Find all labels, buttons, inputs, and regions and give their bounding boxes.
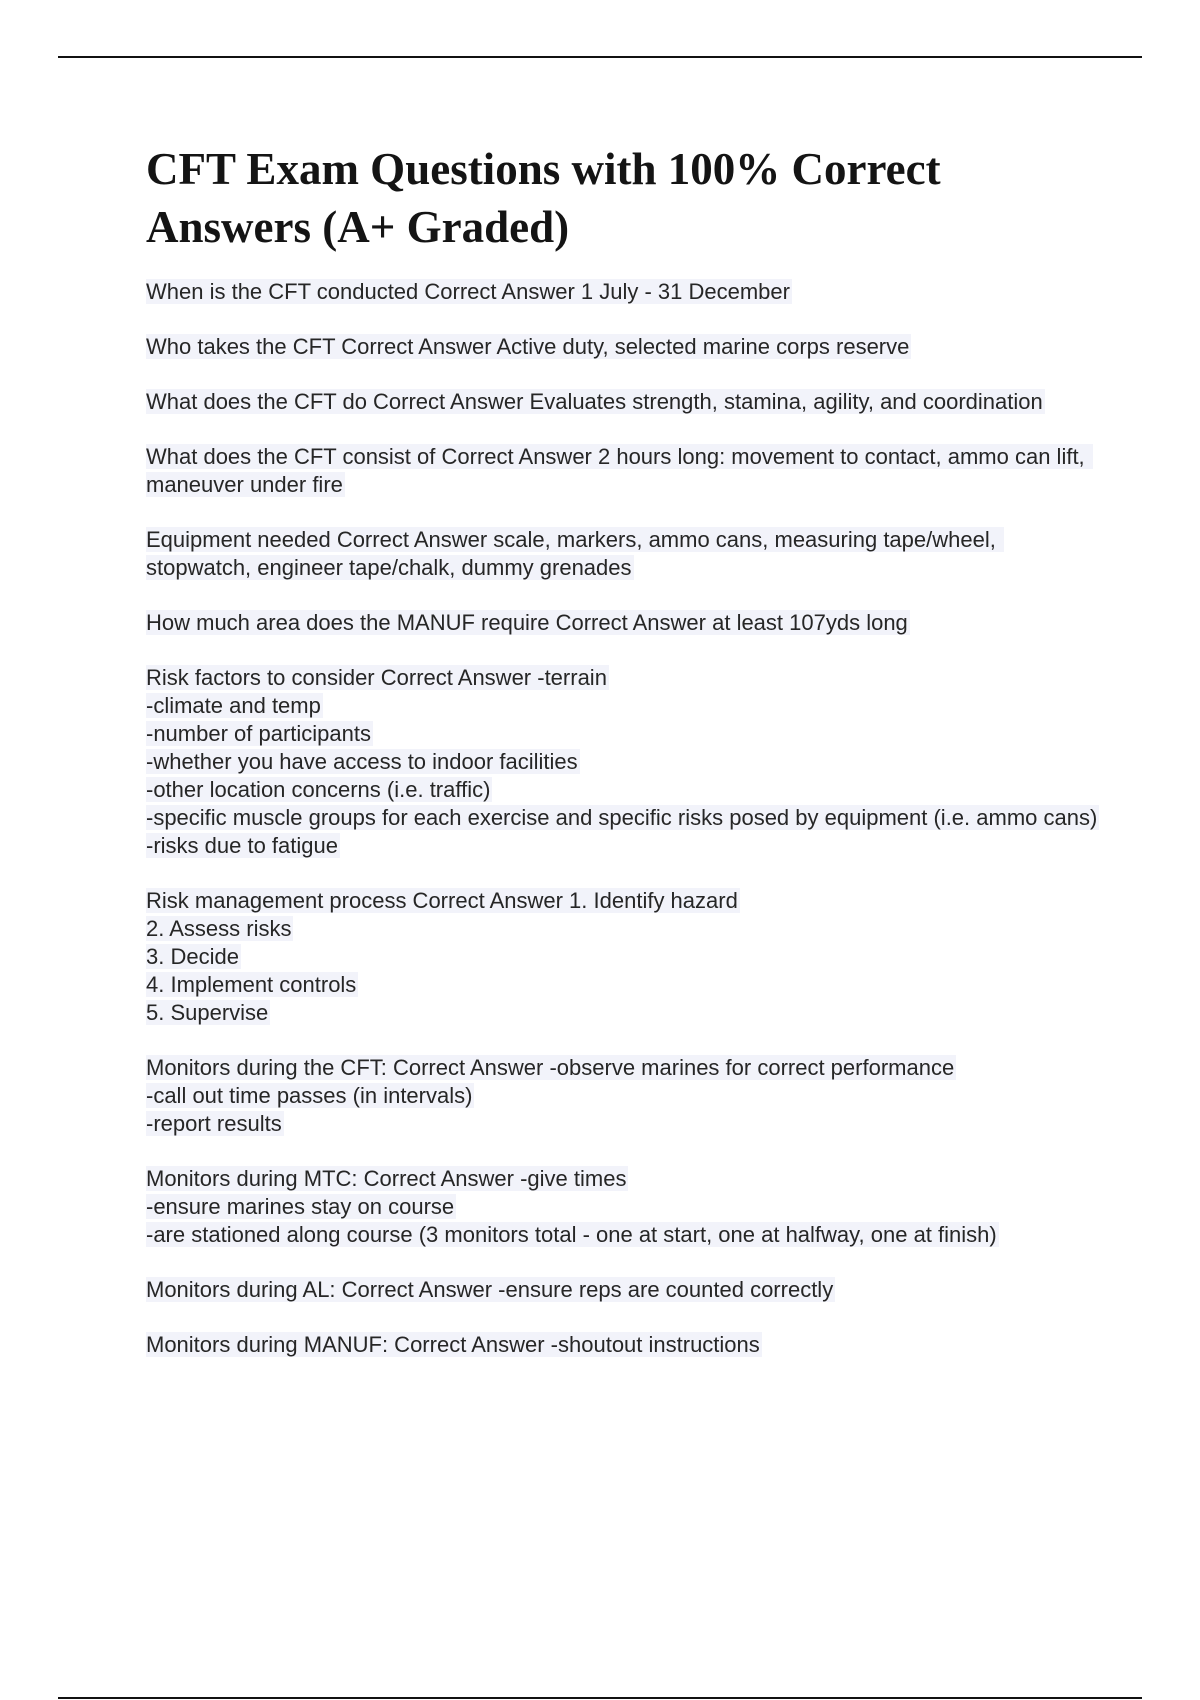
qa-text: Monitors during AL: Correct Answer -ensure reps are counted correctly bbox=[146, 1277, 834, 1302]
qa-item bbox=[146, 278, 1106, 306]
qa-answer-line: -are stationed along course (3 monitors total - one at start, one at halfway, one at finish) bbox=[146, 1222, 997, 1247]
qa-answer-line: -specific muscle groups for each exercise and specific risks posed by equipment (i.e. ammo cans) bbox=[146, 805, 1098, 830]
qa-item bbox=[146, 1276, 1106, 1304]
qa-text: Monitors during MTC: Correct Answer -give times bbox=[146, 1166, 627, 1191]
qa-item bbox=[146, 1165, 1106, 1249]
qa-text: What does the CFT do Correct Answer Evaluates strength, stamina, agility, and coordination bbox=[146, 389, 1043, 414]
footer-rule bbox=[58, 1697, 1142, 1699]
qa-answer-line: -number of participants bbox=[146, 721, 371, 746]
qa-answer-line: 3. Decide bbox=[146, 944, 239, 969]
qa-answer-line: -other location concerns (i.e. traffic) bbox=[146, 777, 491, 802]
qa-list bbox=[146, 278, 1106, 1359]
header-rule bbox=[58, 56, 1142, 58]
qa-answer-line: -report results bbox=[146, 1111, 282, 1136]
qa-answer-line: -call out time passes (in intervals) bbox=[146, 1083, 473, 1108]
qa-answer-line: 4. Implement controls bbox=[146, 972, 357, 997]
qa-text: Who takes the CFT Correct Answer Active duty, selected marine corps reserve bbox=[146, 334, 910, 359]
qa-item bbox=[146, 887, 1106, 1027]
qa-answer-line: -ensure marines stay on course bbox=[146, 1194, 455, 1219]
document-body bbox=[146, 140, 1106, 1386]
qa-text: Monitors during MANUF: Correct Answer -shoutout instructions bbox=[146, 1332, 760, 1357]
qa-answer-line: 5. Supervise bbox=[146, 1000, 269, 1025]
qa-answer-line: -climate and temp bbox=[146, 693, 321, 718]
document-title: CFT Exam Questions with 100% Correct Answers (A+ Graded) bbox=[146, 144, 941, 252]
qa-text: Equipment needed Correct Answer scale, markers, ammo cans, measuring tape/wheel, stopwatch, engineer tape/chalk, dummy grenades bbox=[146, 527, 1002, 580]
qa-item bbox=[146, 609, 1106, 637]
qa-item bbox=[146, 1054, 1106, 1138]
qa-text: What does the CFT consist of Correct Answer 2 hours long: movement to contact, ammo can lift, maneuver under fire bbox=[146, 444, 1091, 497]
qa-item bbox=[146, 443, 1106, 499]
qa-item bbox=[146, 388, 1106, 416]
qa-answer-line: -risks due to fatigue bbox=[146, 833, 338, 858]
qa-answer-line: 2. Assess risks bbox=[146, 916, 292, 941]
qa-text: How much area does the MANUF require Correct Answer at least 107yds long bbox=[146, 610, 908, 635]
qa-item bbox=[146, 1331, 1106, 1359]
qa-text: Risk factors to consider Correct Answer -terrain bbox=[146, 665, 607, 690]
qa-answer-line: -whether you have access to indoor facilities bbox=[146, 749, 578, 774]
qa-item bbox=[146, 526, 1106, 582]
qa-item bbox=[146, 333, 1106, 361]
qa-item bbox=[146, 664, 1106, 860]
qa-text: Risk management process Correct Answer 1. Identify hazard bbox=[146, 888, 738, 913]
qa-text: Monitors during the CFT: Correct Answer -observe marines for correct performance bbox=[146, 1055, 955, 1080]
qa-text: When is the CFT conducted Correct Answer 1 July - 31 December bbox=[146, 279, 790, 304]
